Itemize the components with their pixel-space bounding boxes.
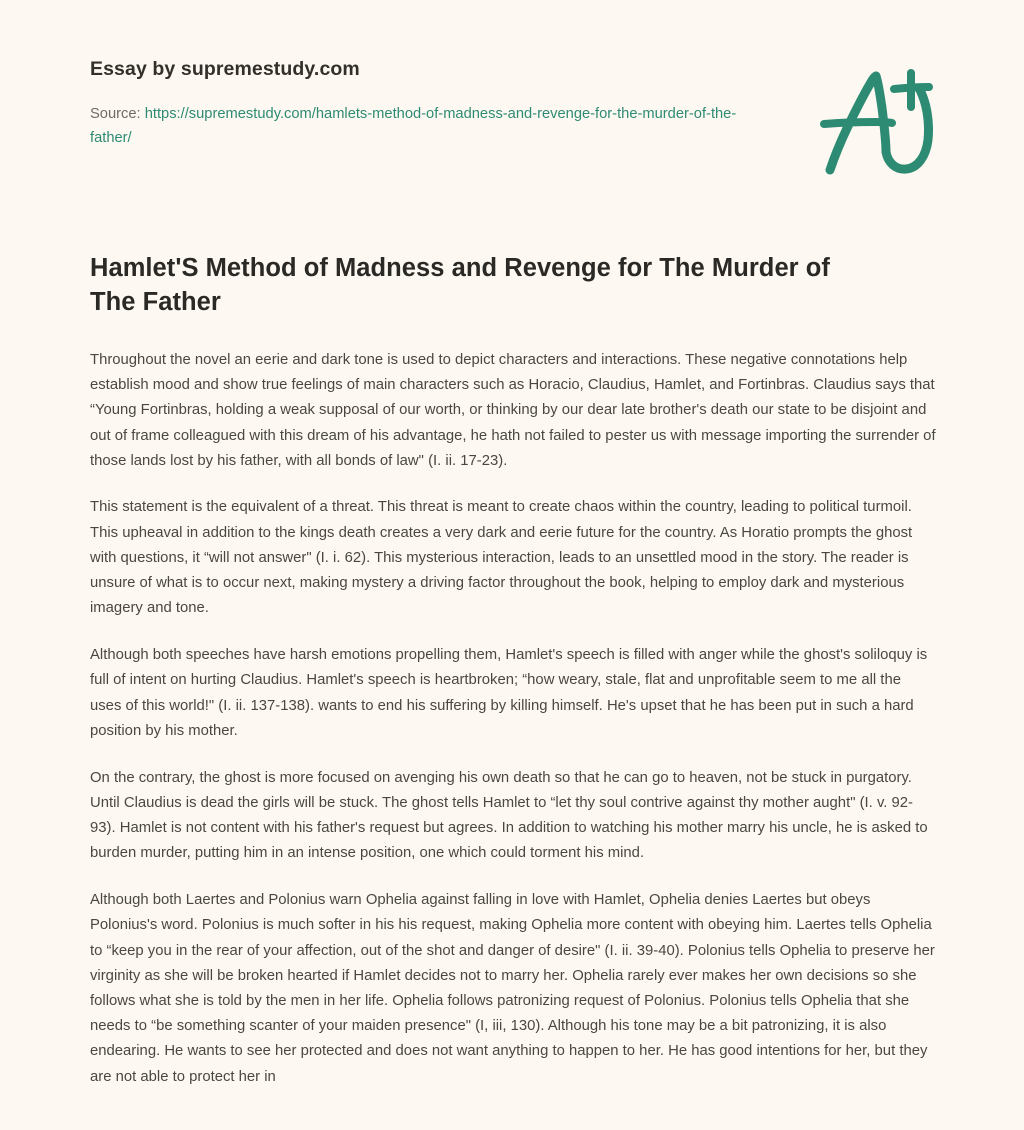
source-line bbox=[90, 103, 770, 151]
body-paragraph: Although both Laertes and Polonius warn Ophelia against falling in love with Hamlet, Ophelia denies Laertes but obeys Polonius's word. Polonius is much softer in his his request, making Ophelia more content with obeying him. Laertes tells Ophelia to “keep you in the rear of your affection, out of the shot and danger of desire" (I. ii. 39-40). Polonius tells Ophelia to preserve her virginity as she will be broken hearted if Hamlet decides not to marry her. Ophelia rarely ever makes her own decisions so she follows what she is told by the men in her life. Ophelia follows patronizing request of Polonius. Polonius tells Ophelia that she needs to “be something scanter of your maiden presence" (I, iii, 130). Although his tone may be a bit patronizing, it is also endearing. He wants to see her protected and does not want anything to happen to her. He has good intentions for her, but they are not able to protect her in bbox=[90, 892, 935, 1085]
a-plus-logo bbox=[812, 62, 962, 182]
source-url-link[interactable]: https://supremestudy.com/hamlets-method-of-madness-and-revenge-for-the-murder-of-the-father/ bbox=[90, 106, 737, 147]
essay-byline: Essay by supremestudy.com bbox=[90, 58, 360, 80]
a-plus-logo-icon bbox=[812, 62, 962, 182]
page-title: Hamlet'S Method of Madness and Revenge for The Murder of The Father bbox=[90, 254, 830, 316]
document-body bbox=[90, 252, 936, 1090]
body-paragraph: Throughout the novel an eerie and dark tone is used to depict characters and interactions. These negative connotations help establish mood and show true feelings of main characters such as Horacio, Claudius, Hamlet, and Fortinbras. Claudius says that “Young Fortinbras, holding a weak supposal of our worth, or thinking by our dear late brother's death our state to be disjoint and out of frame colleagued with this dream of his advantage, he hath not failed to pester us with message importing the surrender of those lands lost by his father, with all bonds of law" (I. ii. 17-23). bbox=[90, 351, 936, 469]
body-paragraph: On the contrary, the ghost is more focused on avenging his own death so that he can go to heaven, not be stuck in purgatory. Until Claudius is dead the girls will be stuck. The ghost tells Hamlet to “let thy soul contrive against thy mother aught" (I. v. 92-93). Hamlet is not content with his father's request but agrees. In addition to watching his mother marry his uncle, he is asked to burden murder, putting him in an intense position, one which could torment his mind. bbox=[90, 769, 928, 862]
body-paragraph: Although both speeches have harsh emotions propelling them, Hamlet's speech is filled with anger while the ghost's soliloquy is full of intent on hurting Claudius. Hamlet's speech is heartbroken; “how weary, stale, flat and unprofitable seem to me all the uses of this world!" (I. ii. 137-138). wants to end his suffering by killing himself. He's upset that he has been put in such a hard position by his mother. bbox=[90, 647, 928, 739]
body-paragraph: This statement is the equivalent of a threat. This threat is meant to create chaos within the country, leading to political turmoil. This upheaval in addition to the kings death creates a very dark and eerie future for the country. As Horatio prompts the ghost with questions, it “will not answer" (I. i. 62). This mysterious interaction, leads to an unsettled mood in the story. The reader is unsure of what is to occur next, making mystery a driving factor throughout the book, helping to employ dark and mysterious imagery and tone. bbox=[90, 499, 913, 617]
page-header bbox=[0, 0, 1024, 230]
header-text-block bbox=[90, 57, 770, 151]
source-label: Source: bbox=[90, 106, 145, 123]
